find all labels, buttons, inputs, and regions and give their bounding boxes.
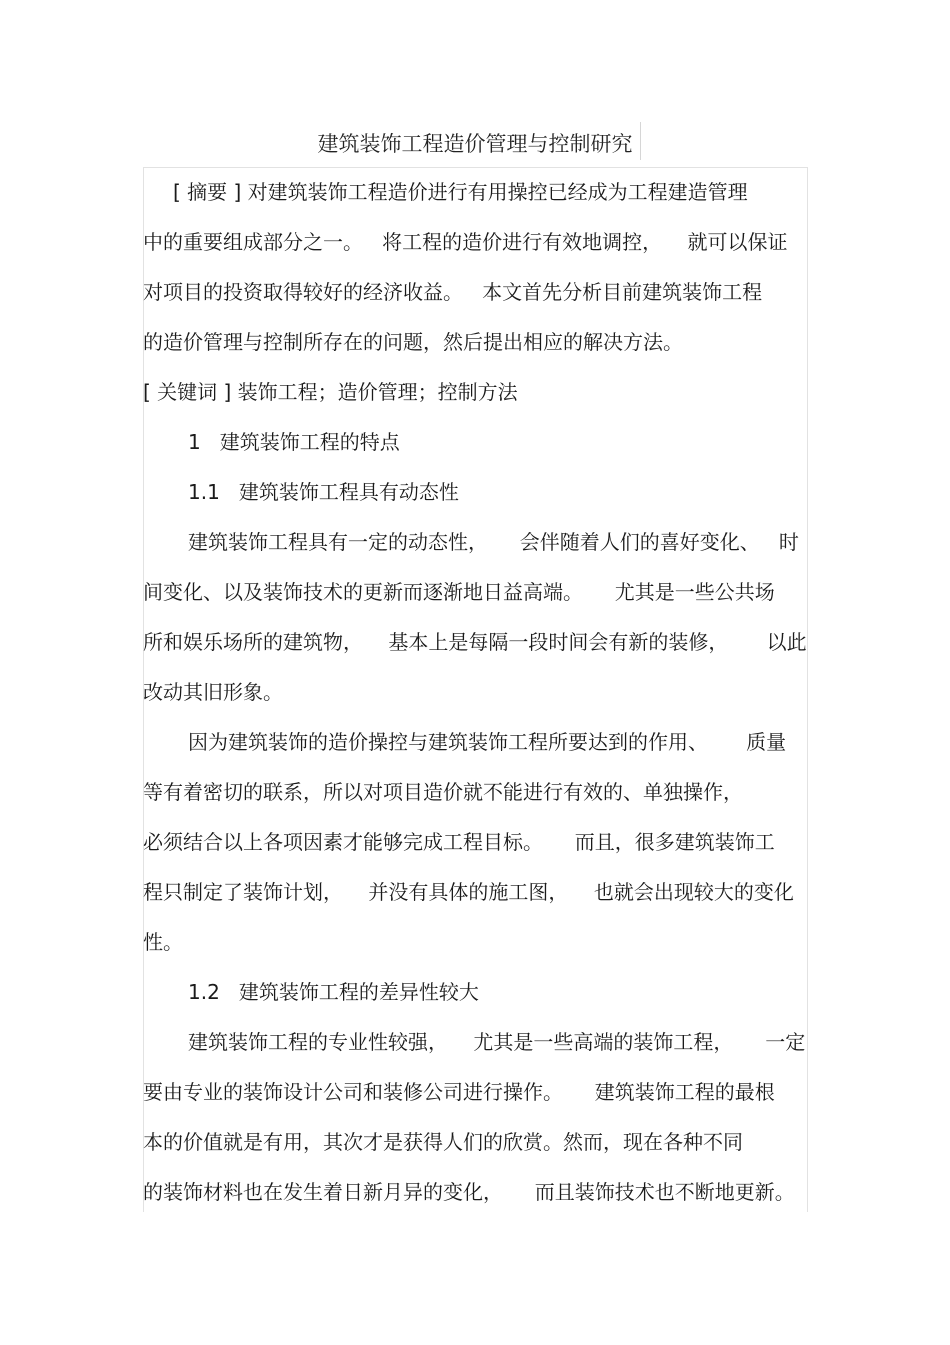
subsection-heading: 1.1 建筑装饰工程具有动态性: [188, 480, 459, 504]
body-line: 所和娱乐场所的建筑物， 基本上是每隔一段时间会有新的装修， 以此: [143, 630, 807, 654]
body-line: 本的价值就是有用，其次才是获得人们的欣赏。然而，现在各种不同: [143, 1130, 743, 1154]
body-line: 性。: [143, 930, 183, 954]
abstract-line: 的造价管理与控制所存在的问题，然后提出相应的解决方法。: [143, 330, 683, 354]
abstract-line: [ 摘要 ] 对建筑装饰工程造价进行有用操控已经成为工程建造管理: [173, 180, 748, 204]
body-line: 要由专业的装饰设计公司和装修公司进行操作。 建筑装饰工程的最根: [143, 1080, 775, 1104]
frame-top-rule: [143, 167, 808, 168]
body-line: 改动其旧形象。: [143, 680, 283, 704]
abstract-line: 对项目的投资取得较好的经济收益。 本文首先分析目前建筑装饰工程: [143, 280, 763, 304]
subsection-heading: 1.2 建筑装饰工程的差异性较大: [188, 980, 479, 1004]
body-line: 程只制定了装饰计划， 并没有具体的施工图， 也就会出现较大的变化: [143, 880, 794, 904]
body-line: 必须结合以上各项因素才能够完成工程目标。 而且，很多建筑装饰工: [143, 830, 775, 854]
frame-right-rule: [807, 167, 808, 1212]
body-line: 因为建筑装饰的造价操控与建筑装饰工程所要达到的作用、 质量: [188, 730, 787, 754]
abstract-line: 中的重要组成部分之一。 将工程的造价进行有效地调控， 就可以保证: [143, 230, 788, 254]
body-line: 建筑装饰工程具有一定的动态性， 会伴随着人们的喜好变化、 时: [188, 530, 799, 554]
section-heading: 1 建筑装饰工程的特点: [188, 430, 400, 454]
body-line: 间变化、以及装饰技术的更新而逐渐地日益高端。 尤其是一些公共场: [143, 580, 775, 604]
body-line: 建筑装饰工程的专业性较强， 尤其是一些高端的装饰工程， 一定: [188, 1030, 806, 1054]
document-title: 建筑装饰工程造价管理与控制研究: [317, 132, 633, 156]
body-line: 的装饰材料也在发生着日新月异的变化， 而且装饰技术也不断地更新。: [143, 1180, 795, 1204]
keywords-line: [ 关键词 ] 装饰工程；造价管理；控制方法: [143, 380, 518, 404]
body-line: 等有着密切的联系，所以对项目造价就不能进行有效的、单独操作，: [143, 780, 743, 804]
